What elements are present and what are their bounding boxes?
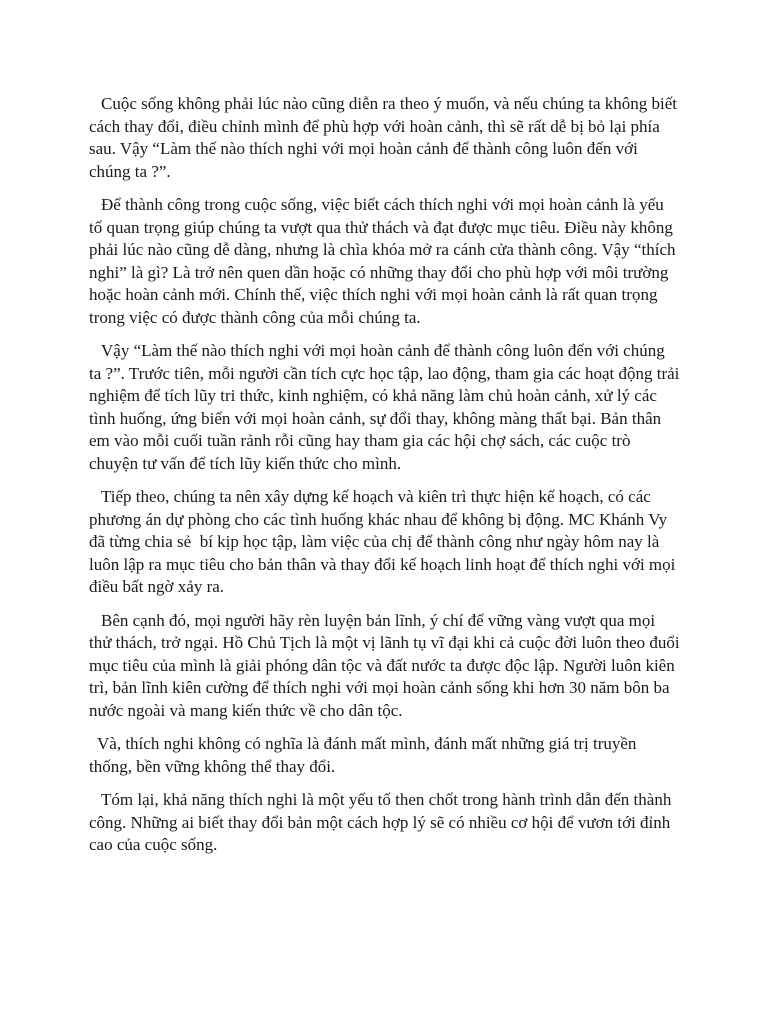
paragraph-conclusion: Tóm lại, khả năng thích nghi là một yếu tố then chốt trong hành trình dẫn đến thành công. Những ai biết thay đổi bản một cách hợp lý sẽ có nhiều cơ hội để vươn tới đỉnh cao của cuộc sống. [89,790,676,854]
paragraph-definition: Để thành công trong cuộc sống, việc biết cách thích nghi với mọi hoàn cảnh là yếu tố quan trọng giúp chúng ta vượt qua thử thách và đạt được mục tiêu. Điều này không phải lúc nào cũng dễ dàng, nhưng là chìa khóa mở ra cánh cửa thành công. Vậy “thích nghi” là gì? Là trở nên quen dần hoặc có những thay đổi cho phù hợp với môi trường hoặc hoàn cảnh mới. Chính thế, việc thích nghi với mọi hoàn cảnh là rất quan trọng trong việc có được thành công của mỗi chúng ta. [89,195,680,327]
paragraph-resilience: Bên cạnh đó, mọi người hãy rèn luyện bản lĩnh, ý chí để vững vàng vượt qua mọi thử thách, trở ngại. Hồ Chủ Tịch là một vị lãnh tụ vĩ đại khi cả cuộc đời luôn theo đuổi mục tiêu của mình là giải phóng dân tộc và đất nước ta được độc lập. Người luôn kiên trì, bản lĩnh kiên cường để thích nghi với mọi hoàn cảnh sống khi hơn 30 năm bôn ba nước ngoài và mang kiến thức về cho dân tộc. [89,610,684,720]
paragraph-values: Và, thích nghi không có nghĩa là đánh mất mình, đánh mất những giá trị truyền thống, bền vững không thể thay đổi. [89,734,641,776]
paragraph-planning: Tiếp theo, chúng ta nên xây dựng kế hoạch và kiên trì thực hiện kế hoạch, có các phương án dự phòng cho các tình huống khác nhau để không bị động. MC Khánh Vy đã từng chia sẻ bí kịp học tập, làm việc của chị để thành công như ngày hôm nay là luôn lập ra mục tiêu cho bản thân và thay đổi kế hoạch linh hoạt để thích nghi với mọi điều bất ngờ xảy ra. [89,487,680,596]
paragraph-intro: Cuộc sống không phải lúc nào cũng diễn ra theo ý muốn, và nếu chúng ta không biết cách thay đổi, điều chỉnh mình để phù hợp với hoàn cảnh, thì sẽ rất dễ bị bỏ lại phía sau. Vậy “Làm thế nào thích nghi với mọi hoàn cảnh để thành công luôn đến với chúng ta ?”. [89,94,682,181]
paragraph-how-to-adapt: Vậy “Làm thế nào thích nghi với mọi hoàn cảnh để thành công luôn đến với chúng ta ?”. Trước tiên, mỗi người cần tích cực học tập, lao động, tham gia các hoạt động trải nghiệm để tích lũy tri thức, kinh nghiệm, có khả năng làm chủ hoàn cảnh, xử lý các tình huống, ứng biến với mọi hoàn cảnh, sự đổi thay, không màng thất bại. Bản thân em vào mỗi cuối tuần rảnh rỗi cũng hay tham gia các hội chợ sách, các cuộc trò chuyện tư vấn để tích lũy kiến thức cho mình. [89,341,684,473]
document-body [89,93,684,868]
